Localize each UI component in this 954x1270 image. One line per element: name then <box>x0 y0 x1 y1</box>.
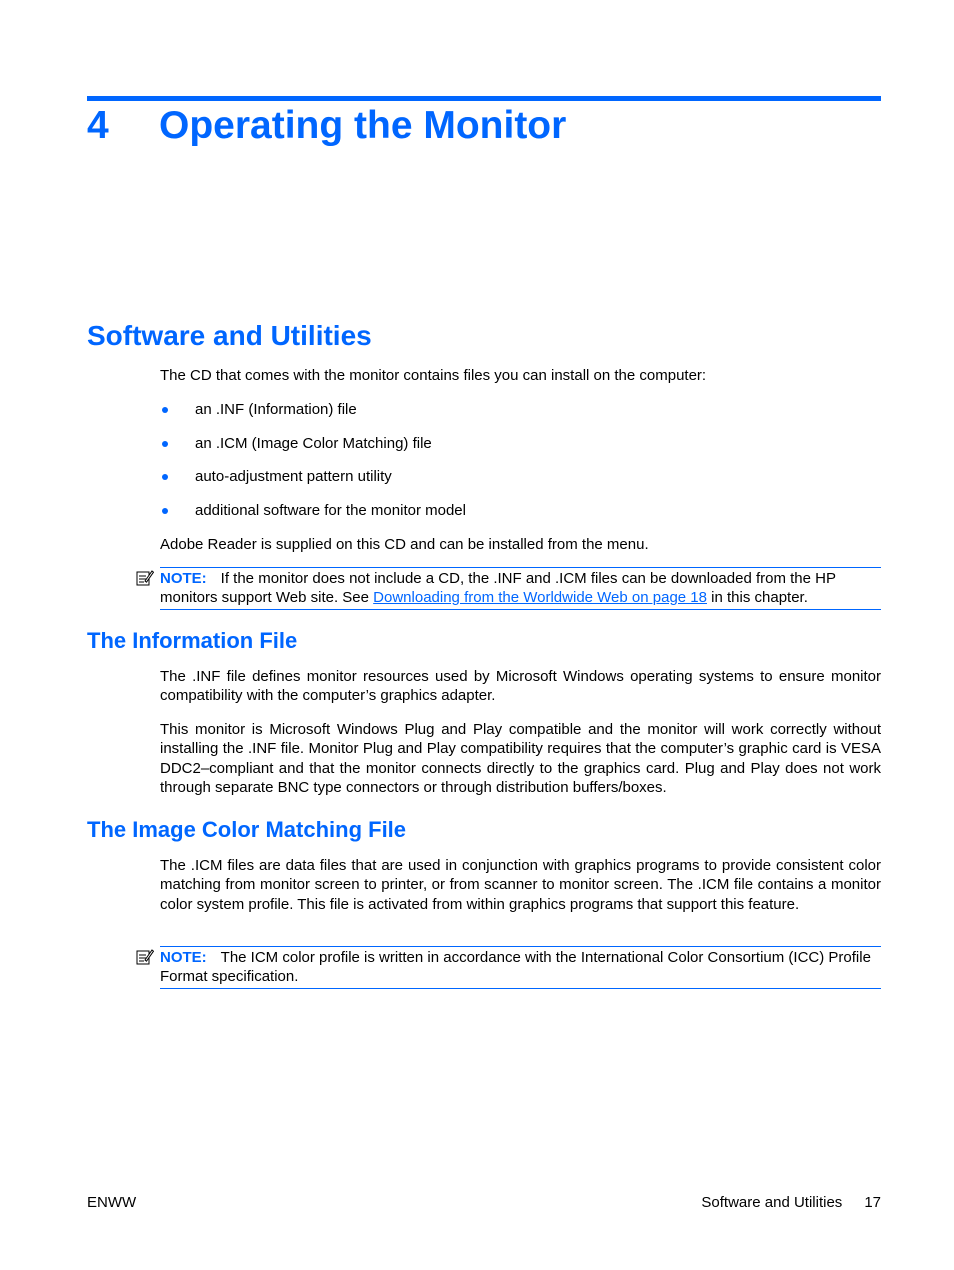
adobe-reader-text: Adobe Reader is supplied on this CD and can be installed from the menu. <box>160 536 649 553</box>
footer-section-name: Software and Utilities <box>701 1194 843 1211</box>
info-paragraph-2: This monitor is Microsoft Windows Plug and Play compatible and the monitor will work correctly without installing the .INF file. Monitor Plug and Play compatibility requires that the computer’s graphic card is VESA DDC2–compliant and that the monitor connects directly to the graphics card. Plug and Play does not work through separate BNC type connectors or through distribution buffers/boxes. <box>160 721 881 796</box>
info-paragraph-1: The .INF file defines monitor resources used by Microsoft Windows operating systems to ensure monitor compatibility with the computer’s graphics adapter. <box>160 668 881 705</box>
note-text-after: in this chapter. <box>706 589 808 607</box>
note-text: If the monitor does not include a CD, the .INF and .ICM files can be downloaded from the HP monitors support Web site. See <box>160 570 836 607</box>
note-pencil-icon <box>136 948 154 966</box>
list-item-text: additional software for the monitor model <box>195 502 466 519</box>
note-software <box>160 567 881 610</box>
section-heading-information-file: The Information File <box>87 628 298 653</box>
note-label: NOTE: <box>160 570 207 587</box>
list-item-text: an .ICM (Image Color Matching) file <box>195 435 432 452</box>
list-item-text: auto-adjustment pattern utility <box>195 468 392 485</box>
section-heading-software: Software and Utilities <box>87 320 372 351</box>
note-text: The ICM color profile is written in accordance with the International Color Consortium (ICC) Profile Format specification. <box>160 949 871 986</box>
section-heading-image-color-matching: The Image Color Matching File <box>87 817 407 842</box>
icm-paragraph-1: The .ICM files are data files that are used in conjunction with graphics programs to provide consistent color matching from monitor screen to printer, or from scanner to monitor screen. The .ICM file contains a monitor color system profile. This file is activated from within graphics programs that support this feature. <box>160 857 881 913</box>
note-pencil-icon <box>136 569 154 587</box>
bullet-dot-icon <box>162 407 168 413</box>
chapter-rule <box>87 96 881 101</box>
bullet-dot-icon <box>162 441 168 447</box>
note-icm <box>160 946 881 989</box>
page-number: 17 <box>864 1194 881 1211</box>
bullet-dot-icon <box>162 508 168 514</box>
note-label: NOTE: <box>160 949 207 966</box>
software-intro: The CD that comes with the monitor contains files you can install on the computer: <box>160 367 707 384</box>
footer-left: ENWW <box>87 1194 137 1211</box>
chapter-title: Operating the Monitor <box>159 104 567 147</box>
list-item-text: an .INF (Information) file <box>195 401 357 418</box>
footer-right <box>701 1193 881 1212</box>
worldwide-web-link[interactable]: Downloading from the Worldwide Web on page 18 <box>373 589 707 607</box>
chapter-number: 4 <box>87 104 109 147</box>
bullet-dot-icon <box>162 474 168 480</box>
